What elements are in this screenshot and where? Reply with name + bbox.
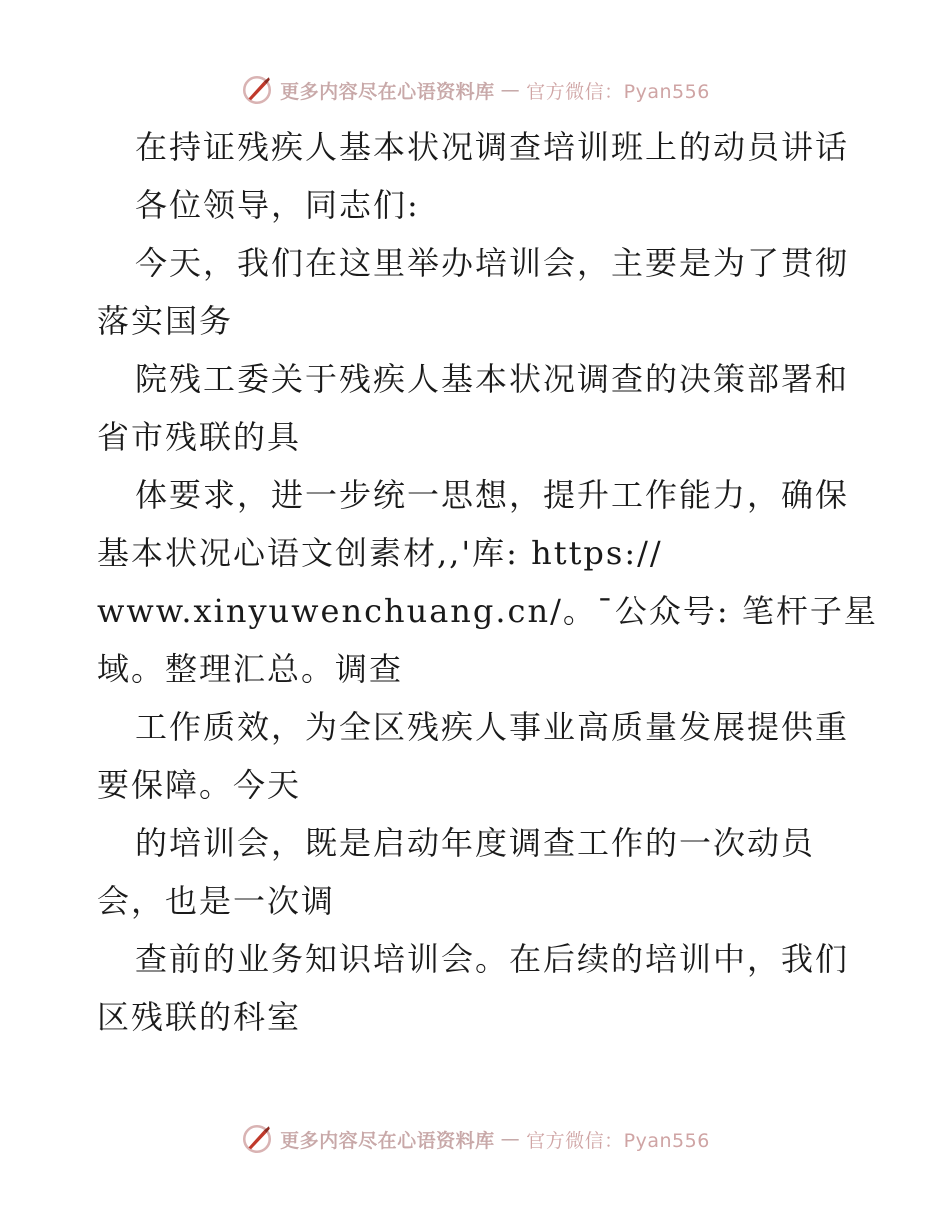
text-line: 院残工委关于残疾人基本状况调查的决策部署和 <box>135 360 850 398</box>
footer-banner <box>0 1119 950 1159</box>
banner-separator: — <box>500 1128 521 1150</box>
quill-pen-logo-icon <box>240 1122 274 1156</box>
text-line: 在持证残疾人基本状况调查培训班上的动员讲话 <box>135 128 850 166</box>
banner-wechat-text: 官方微信：Pyan556 <box>526 1129 710 1152</box>
quill-pen-logo-icon <box>240 73 274 107</box>
text-line: 省市残联的具 <box>97 418 302 456</box>
banner-separator: — <box>500 79 521 101</box>
document-body <box>97 118 878 1046</box>
text-line: 要保障。今天 <box>97 766 302 804</box>
text-line: 落实国务 <box>97 302 234 340</box>
banner-site-text: 更多内容尽在心语资料库 <box>280 1129 495 1152</box>
text-line: 查前的业务知识培训会。在后续的培训中，我们 <box>135 940 850 978</box>
text-line: 基本状况心语文创素材,,'库: https:// <box>97 534 663 572</box>
text-line: 今天，我们在这里举办培训会，主要是为了贯彻 <box>135 244 850 282</box>
text-line: 体要求，进一步统一思想，提升工作能力，确保 <box>135 476 850 514</box>
text-line: 的培训会，既是启动年度调查工作的一次动员 <box>135 824 816 862</box>
text-line: 会，也是一次调 <box>97 882 336 920</box>
text-line: www.xinyuwenchuang.cn/。¯公众号: 笔杆子星 <box>97 592 878 630</box>
text-line: 各位领导，同志们: <box>135 186 420 224</box>
text-line: 区残联的科室 <box>97 998 302 1036</box>
text-line: 域。整理汇总。调查 <box>97 650 404 688</box>
banner-wechat-text: 官方微信：Pyan556 <box>526 80 710 103</box>
text-line: 工作质效，为全区残疾人事业高质量发展提供重 <box>135 708 850 746</box>
banner-site-text: 更多内容尽在心语资料库 <box>280 80 495 103</box>
header-banner <box>0 70 950 110</box>
